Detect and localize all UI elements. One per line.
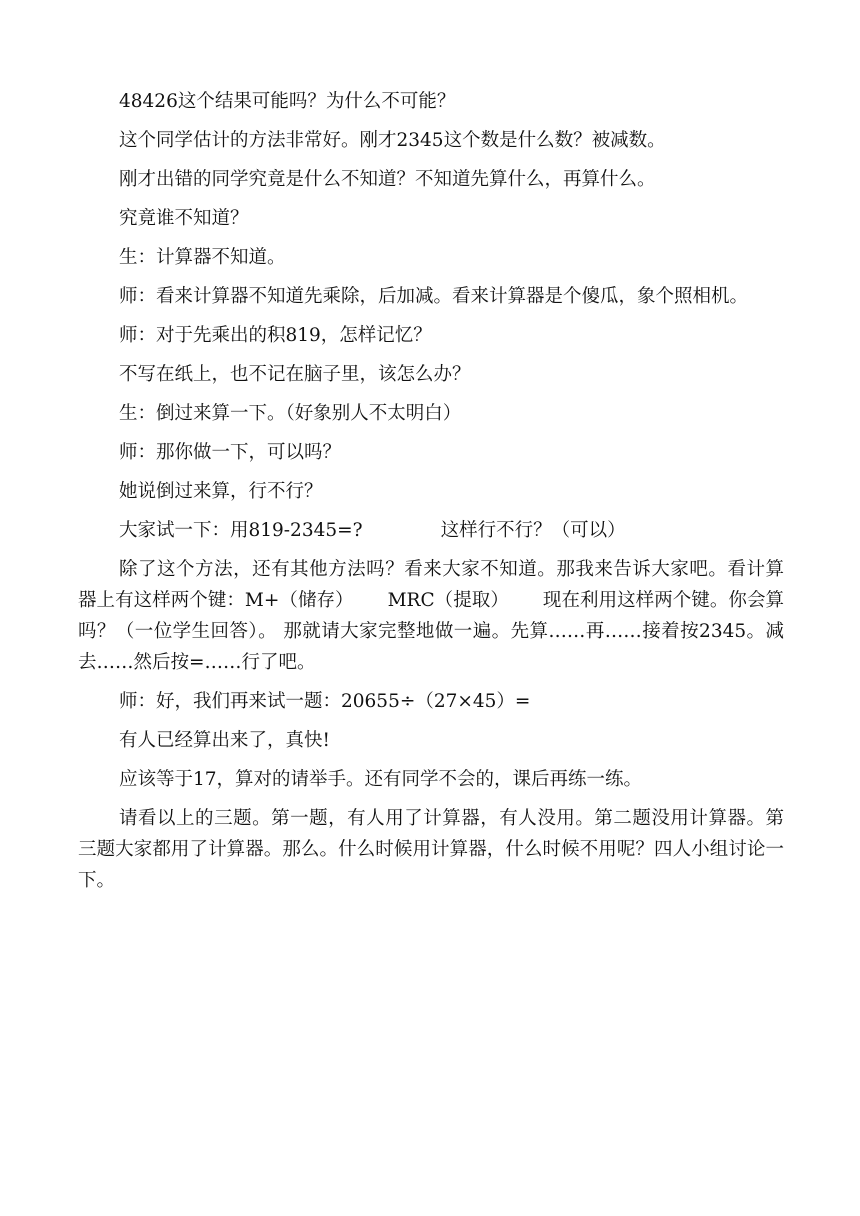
method-line-1: 除了这个方法，还有其他方法吗？看来大家不知道。那我来告诉大家吧。 (119, 559, 728, 580)
try-line-left: 大家试一下：用819-2345=? (119, 520, 363, 541)
method-part-c: 现在利用这样两个键。你会算吗？（一位学生回答）。 那就请大家完整地做一遍。先算……再……接着按2345。减去……然后按=……行了吧。 (78, 590, 784, 673)
paragraph: 师：对于先乘出的积819，怎样记忆？ (119, 325, 432, 346)
try-line-right: 这样行不行？（可以） (440, 520, 626, 541)
try-line (78, 515, 784, 546)
method-paragraph (78, 554, 784, 678)
paragraph: 师：看来计算器不知道先乘除，后加减。看来计算器是个傻瓜，象个照相机。 (119, 286, 749, 307)
paragraph: 生：计算器不知道。 (119, 247, 286, 268)
paragraph: 生：倒过来算一下。（好象别人不太明白） (119, 403, 462, 424)
method-part-a: 看计算器上有这样两个键：M+（储存） (78, 559, 784, 611)
paragraph: 应该等于17，算对的请举手。还有同学不会的，课后再练一练。 (119, 769, 643, 790)
final-paragraph: 请看以上的三题。第一题，有人用了计算器，有人没用。第二题没用计算器。第三题大家都用了计算器。那么。什么时候用计算器，什么时候不用呢？四人小组讨论一下。 (78, 808, 784, 891)
paragraph: 这个同学估计的方法非常好。刚才2345这个数是什么数？被减数。 (119, 130, 666, 151)
paragraph: 师：好，我们再来试一题：20655÷（27×45）= (119, 691, 531, 712)
method-part-b: MRC（提取） (387, 590, 509, 611)
paragraph: 师：那你做一下，可以吗？ (119, 442, 342, 463)
paragraph: 究竟谁不知道？ (119, 208, 249, 229)
paragraph: 48426这个结果可能吗？为什么不可能？ (119, 91, 456, 112)
document-body (78, 86, 784, 904)
paragraph: 有人已经算出来了，真快! (119, 730, 330, 751)
paragraph: 她说倒过来算，行不行？ (119, 481, 323, 502)
paragraph: 刚才出错的同学究竟是什么不知道？不知道先算什么，再算什么。 (119, 169, 656, 190)
paragraph: 不写在纸上，也不记在脑子里，该怎么办？ (119, 364, 471, 385)
